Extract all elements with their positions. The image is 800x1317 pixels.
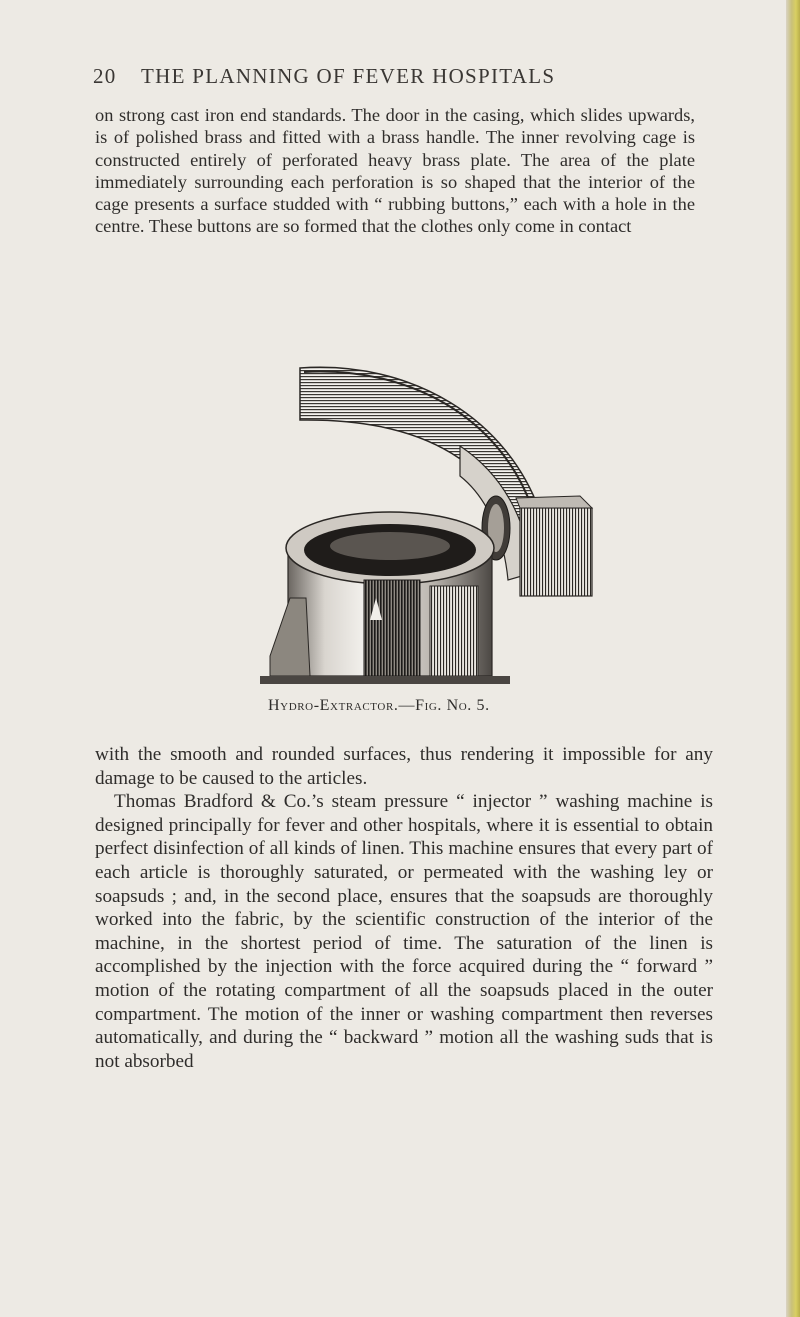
page-edge — [786, 0, 800, 1317]
hydro-extractor-figure — [260, 358, 600, 692]
paragraph-top: on strong cast iron end standards. The door in the casing, which slides upwards, is of polished brass and fitted with a brass handle. The inner revolving cage is constructed entirely of perforated heavy brass plate. The area of the plate immediately surrounding each perforation is so shaped that the interior of the cage presents a surface studded with “ rubbing buttons,” each with a hole in the centre. These buttons are so formed that the clothes only come in contact — [95, 105, 695, 237]
page-number: 20 — [93, 64, 117, 88]
hydro-extractor-illustration — [260, 358, 600, 692]
running-head: THE PLANNING OF FEVER HOSPITALS — [141, 64, 556, 88]
page-header — [93, 64, 693, 89]
figure-caption: Hydro-Extractor.—Fig. No. 5. — [268, 697, 490, 714]
paragraph-bottom-line-1: with the smooth and rounded surfaces, thus rendering it impossible for any damage to be caused to the articles. — [95, 744, 713, 789]
paragraph-bottom-line-2: Thomas Bradford & Co.’s steam pressure “ injector ” washing machine is designed principally for fever and other hospitals, where it is essential to obtain perfect disinfection of all kinds of linen. This machine ensures that every part of each article is thoroughly saturated, or permeated with the washing ley or soapsuds ; and, in the second place, ensures that the soapsuds are thoroughly worked into the fabric, by the scientific construction of the interior of the machine, in the shortest period of time. The saturation of the linen is accomplished by the injection with the force acquired during the “ forward ” motion of the rotating compartment of all the soapsuds placed in the outer compartment. The motion of the inner or washing compartment then reverses automatically, and during the “ backward ” motion all the washing suds that is not absorbed — [95, 791, 713, 1072]
paragraph-bottom — [95, 743, 713, 1073]
